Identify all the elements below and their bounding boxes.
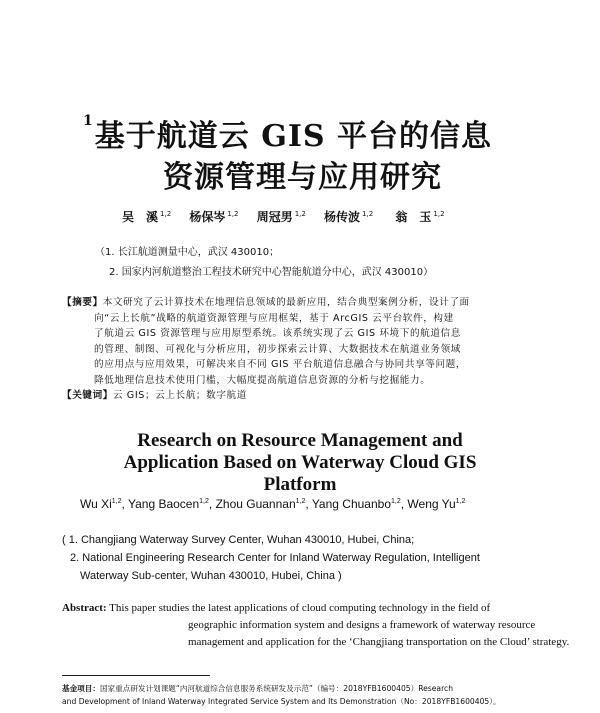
abstract-line: 了航道云 GIS 资源管理与应用原型系统。该系统实现了云 GIS 环境下的航道信息 bbox=[94, 328, 461, 339]
author-cn: 吴 溪 $^{1,2}$ bbox=[122, 210, 172, 224]
author-cn: 翁 玉 $^{1,2}$ bbox=[395, 210, 445, 224]
footnote-divider bbox=[62, 675, 210, 676]
english-abstract bbox=[62, 600, 569, 651]
keywords: 云 GIS；云上长航；数字航道 bbox=[112, 390, 247, 401]
english-abstract-label: Abstract: bbox=[62, 602, 107, 614]
english-title bbox=[0, 430, 600, 496]
author-en: Yang Chuanbo$^{1,2}$, bbox=[311, 497, 408, 511]
author-en: Zhou Guannan$^{1,2}$, bbox=[215, 497, 312, 511]
chinese-authors bbox=[122, 208, 445, 225]
abstract-line: 【摘要】本文研究了云计算技术在地理信息领域的最新应用，结合典型案例分析，设计了面 bbox=[62, 297, 470, 308]
abstract-line: 的应用点与应用效果，可解决来自不同 GIS 平台航道信息融合与协同共享等问题， bbox=[94, 359, 467, 370]
footnote bbox=[62, 682, 501, 708]
chinese-affiliation-1: （1. 长江航道测量中心，武汉 430010； bbox=[95, 247, 280, 258]
english-affiliation-2: 2. National Engineering Research Center for Inland Waterway Regulation, Intelligent bbox=[70, 552, 480, 564]
keywords-line bbox=[62, 388, 470, 404]
abstract-line: Abstract: This paper studies the latest applications of cloud computing technology in the field of bbox=[62, 602, 491, 614]
author-cn: 周冠男 $^{1,2}$ bbox=[256, 210, 306, 224]
abstract-label: 【摘要】 bbox=[62, 297, 103, 308]
abstract-line: 的管理、制图、可视化与分析应用，初步探索云计算、大数据技术在航道业务领域 bbox=[94, 343, 461, 355]
author-en: Wu Xi$^{1,2}$, bbox=[80, 497, 128, 511]
english-affiliations bbox=[62, 531, 480, 585]
abstract-line: management and application for the ‘Changjiang transportation on the Cloud’ strategy. bbox=[188, 636, 570, 648]
chinese-affiliation-2: 2. 国家内河航道整治工程技术研究中心智能航道分中心，武汉 430010） bbox=[109, 267, 434, 278]
abstract-line: 降低地理信息技术使用门槛，大幅度提高航道信息资源的分析与挖掘能力。 bbox=[94, 374, 431, 386]
chinese-title-line-1: $^1$基于航道云 GIS 平台的信息 bbox=[83, 113, 492, 154]
footnote-line: 基金项目：国家重点研发计划课题“内河航道综合信息服务系统研发及示范”（编号：2018YFB1600405）Research bbox=[62, 684, 454, 693]
english-affiliation-3: Waterway Sub-center, Wuhan 430010, Hubei, China ) bbox=[80, 570, 342, 582]
abstract-line: geographic information system and designs a framework of waterway resource bbox=[188, 619, 536, 631]
keywords-label: 【关键词】 bbox=[62, 390, 113, 401]
english-title-line: Platform bbox=[263, 474, 337, 495]
author-en: Weng Yu$^{1,2}$ bbox=[407, 497, 466, 511]
title-footnote-mark: 1 bbox=[83, 113, 94, 129]
english-title-line: Application Based on Waterway Cloud GIS bbox=[123, 452, 477, 473]
english-affiliation-1: ( 1. Changjiang Waterway Survey Center, Wuhan 430010, Hubei, China; bbox=[62, 534, 415, 546]
author-cn: 杨保岑 $^{1,2}$ bbox=[189, 210, 239, 224]
chinese-abstract bbox=[62, 295, 470, 404]
abstract-line: 向“云上长航”战略的航道资源管理与应用框架，基于 ArcGIS 云平台软件，构建 bbox=[94, 312, 454, 324]
footnote-line: and Development of Inland Waterway Integrated Service System and Its Demonstration（No：2018YFB1600405）。 bbox=[62, 697, 501, 706]
footnote-label: 基金项目： bbox=[62, 684, 100, 693]
english-title-line: Research on Resource Management and bbox=[137, 430, 463, 451]
author-en: Yang Baocen$^{1,2}$, bbox=[127, 497, 216, 511]
author-cn: 杨传波 $^{1,2}$ bbox=[324, 210, 374, 224]
english-authors bbox=[80, 497, 465, 511]
chinese-title-line-2: 资源管理与应用研究 bbox=[163, 160, 442, 195]
